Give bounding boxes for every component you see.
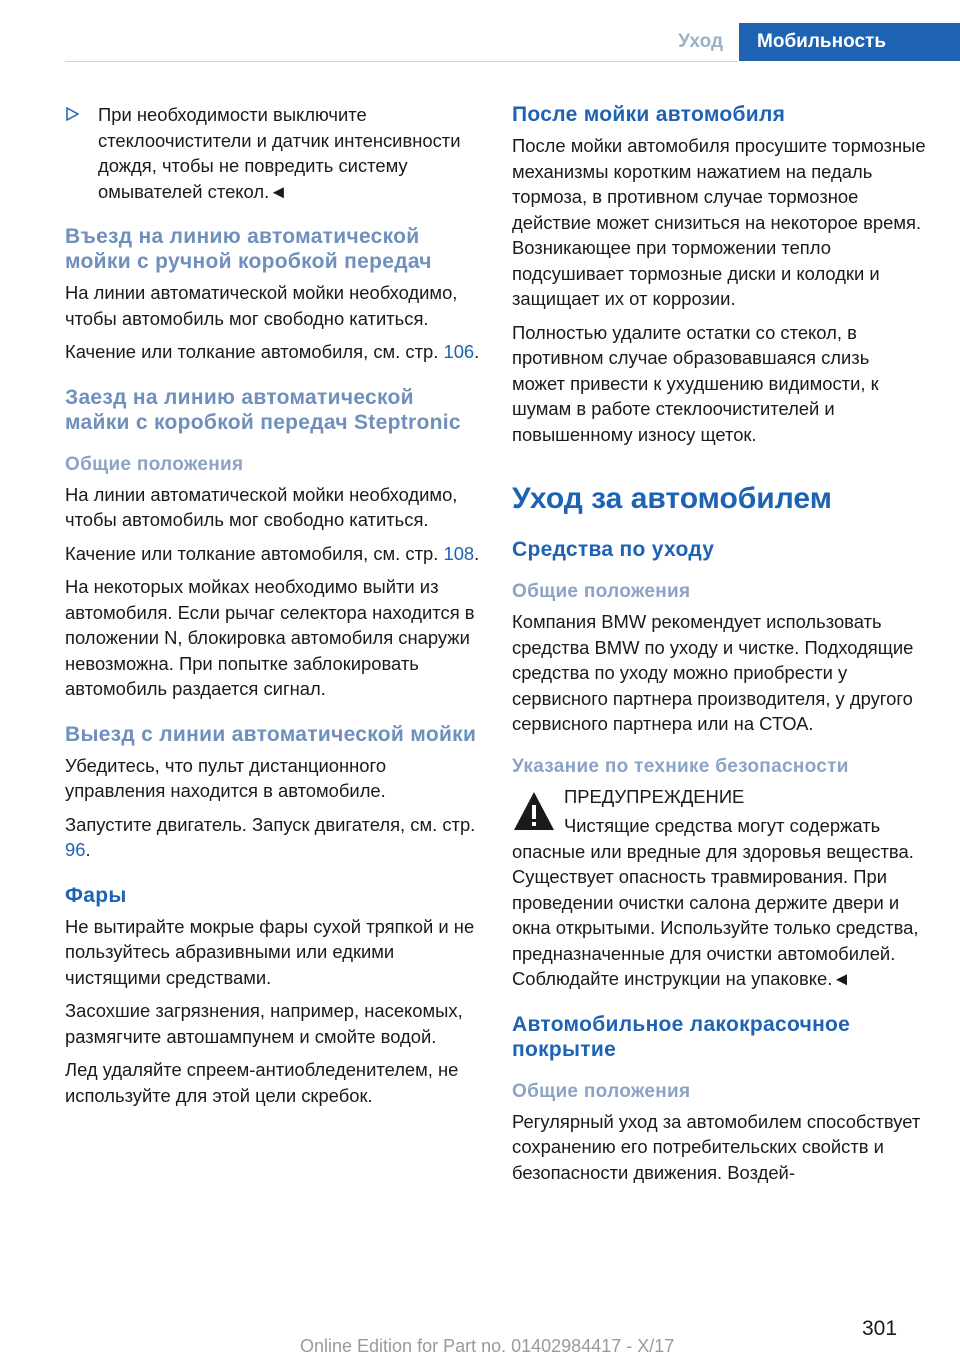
paragraph: Не вытирайте мокрые фары сухой тряпкой и не пользуйтесь абразивными или едкими чистящими средствами.: [65, 915, 475, 988]
warning-icon: [512, 790, 556, 832]
page-number: 301: [862, 1317, 898, 1340]
section-title: Въезд на линию автоматической мойки с ручной коробкой передач: [65, 225, 432, 273]
subsection-title: Общие положения: [512, 581, 691, 602]
paragraph: На линии автоматической мойки необходимо, чтобы автомобиль мог свободно катиться.: [65, 483, 458, 530]
paragraph: Регулярный уход за автомобилем способствует сохранению его потребительских свойств и безопасности движения. Воздей-: [512, 1110, 921, 1183]
left-column: [65, 102, 480, 1116]
triangle-bullet-icon: [65, 107, 79, 121]
bullet-text: При необходимости выключите стеклоочистители и датчик интенсивности дождя, чтобы не повредить систему омывателей стекол.◄: [98, 104, 461, 202]
right-column: [512, 102, 927, 1193]
paragraph: На линии автоматической мойки необходимо, чтобы автомобиль мог свободно катиться.: [65, 282, 458, 329]
section-title: После мойки автомобиля: [512, 103, 786, 126]
paragraph: Запустите двигатель. Запуск двигателя, см. стр. 96.: [65, 813, 476, 860]
section-title: Заезд на линию автоматической майки с коробкой передач Steptronic: [65, 385, 461, 434]
paragraph: Убедитесь, что пульт дистанционного управления находится в автомобиле.: [65, 754, 387, 801]
section-title: Выезд с линии автоматической мойки: [65, 722, 477, 746]
paragraph: Качение или толкание автомобиля, см. стр. 106.: [65, 341, 480, 362]
paragraph: После мойки автомобиля просушите тормозные механизмы коротким нажатием на педаль тормоза, в противном случае тормозное действие может снизиться на некоторое время. Возникающее при торможении тепло подсушивает тормозные диски и колодки и защищает их от коррозии.: [512, 135, 926, 309]
subsection-title: Указание по технике безопасности: [512, 755, 849, 777]
paragraph: Компания BMW рекомендует использовать средства BMW по уходу и чистке. Подходящие средства по уходу можно приобрести у сервисного партнера производителя, у другого сервисного партнера или на СТОА.: [512, 611, 914, 734]
paragraph: Качение или толкание автомобиля, см. стр. 108.: [65, 542, 480, 564]
page-link[interactable]: 108: [443, 542, 475, 564]
header-divider: [65, 61, 738, 62]
page-link[interactable]: 106: [443, 341, 475, 362]
tab-mobility[interactable]: Мобильность: [739, 23, 960, 61]
footer-edition: Online Edition for Part no. 01402984417 - X/17: [300, 1336, 675, 1356]
warning-text: Чистящие средства могут содержать опасные или вредные для здоровья вещества. Существует опасность травмирования. При проведении очистки салона держите двери и окна открытыми. Используйте только средства, предназначенные для очистки автомобилей. Соблюдайте инструкции на упаковке.◄: [512, 815, 919, 989]
paragraph: Лед удаляйте спреем-антиобледенителем, не используйте для этой цели скребок.: [65, 1059, 459, 1106]
page-link[interactable]: 96: [65, 839, 86, 860]
header-tabs: [662, 23, 960, 61]
paragraph: Засохшие загрязнения, например, насекомых, размягчите автошампунем и смойте водой.: [65, 1000, 463, 1047]
tab-care[interactable]: Уход: [662, 23, 739, 61]
subsection-title: Общие положения: [65, 453, 244, 475]
bullet-item: [65, 102, 480, 204]
chapter-title: Уход за автомобилем: [512, 482, 832, 515]
warning-block: [512, 784, 927, 810]
paragraph: Полностью удалите остатки со стекол, в противном случае образовавшаяся слизь может привести к ухудшению видимости, к шумам в работе стеклоочистителей и повышенному износу щеток.: [512, 321, 879, 445]
section-title: Фары: [65, 883, 127, 907]
section-title: Средства по уходу: [512, 538, 715, 561]
paragraph: На некоторых мойках необходимо выйти из автомобиля. Если рычаг селектора находится в положении N, блокировка автомобиля снаружи невозможна. При попытке заблокировать автомобиль раздается сигнал.: [65, 576, 475, 699]
section-title: Автомобильное лакокрасочное покрытие: [512, 1012, 851, 1061]
subsection-title: Общие положения: [512, 1080, 691, 1102]
warning-title: ПРЕДУПРЕЖДЕНИЕ: [564, 785, 745, 807]
